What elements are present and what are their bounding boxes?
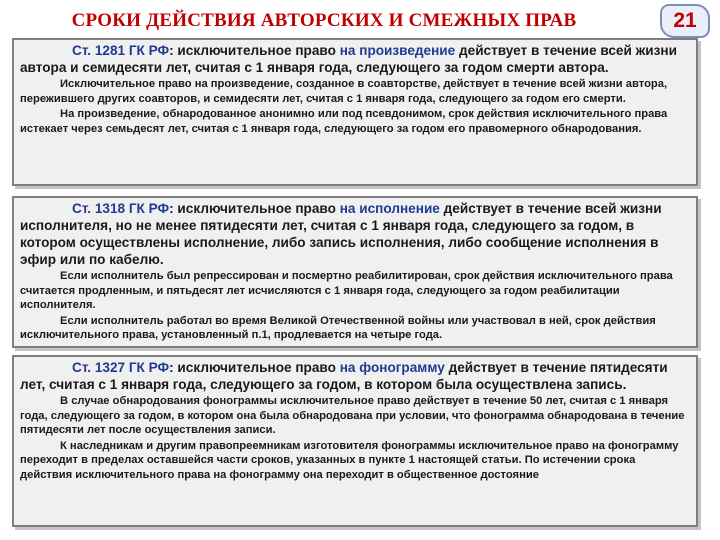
- article-1327-card: [12, 355, 698, 527]
- article-1327-lead-text: : исключительное право: [169, 360, 340, 375]
- article-1318-lead-rest: действует в течение всей жизни исполнителя, но не менее пятидесяти лет, считая с 1 января года, следующего за годом, в котором осуществлены исполнение, либо запись исполнения, либо сообщение исполнения в эфир или по кабелю.: [20, 201, 662, 267]
- article-1318-subject: на исполнение: [339, 201, 440, 216]
- article-1327-note-heirs: К наследникам и другим правопреемникам изготовителя фонограммы исключительное право на фонограмму переходит в пределах оставшейся части сроков, указанных в пункте 1 настоящей статьи. По истечении срока действия исключительного права на фонограмму она переходит в общественное достояние: [20, 439, 679, 481]
- page-number-badge: 21: [660, 4, 710, 38]
- article-1281-reference: Ст. 1281 ГК РФ: [72, 43, 170, 58]
- article-1318-card: [12, 196, 698, 348]
- article-1318-note-war: Если исполнитель работал во время Великой Отечественной войны или участвовал в ней, срок действия исключительного права, установленный п.1, продлевается на четыре года.: [20, 314, 656, 341]
- article-1281-lead-rest: действует в течение всей жизни автора и семидесяти лет, считая с 1 января года, следующего за годом смерти автора.: [20, 43, 677, 75]
- article-1318-note-rehabilitation: Если исполнитель был репрессирован и посмертно реабилитирован, срок действия исключительного права считается продленным, и пятьдесят лет исчисляются с 1 января года, следующего за годом реабилитации исполнителя.: [20, 270, 673, 311]
- article-1281-card: [12, 38, 698, 186]
- article-1281-lead: [20, 42, 690, 76]
- article-1318-reference: Ст. 1318 ГК РФ: [72, 201, 170, 216]
- article-1327-lead: [20, 359, 690, 393]
- article-1327-note-publication: В случае обнародования фонограммы исключительное право действует в течение 50 лет, считая с 1 января года, следующего за годом, в котором она была обнародована при условии, что фонограмма обнародована в течение пятидесяти лет после осуществления записи.: [20, 395, 685, 436]
- article-1281-note-anonymous: На произведение, обнародованное анонимно или под псевдонимом, срок действия исключительного права истекает через семьдесят лет, считая с 1 января года, следующего за годом его правомерного обнародования.: [20, 108, 668, 135]
- article-1318-lead-text: : исключительное право: [169, 201, 340, 216]
- article-1281-note-coauthorship: Исключительное право на произведение, созданное в соавторстве, действует в течение всей жизни автора, пережившего других соавторов, и семидесяти лет, считая с 1 января года, следующего за годом его смерти.: [20, 78, 668, 105]
- article-1318-lead: [20, 200, 690, 268]
- page-title: СРОКИ ДЕЙСТВИЯ АВТОРСКИХ И СМЕЖНЫХ ПРАВ: [71, 10, 577, 31]
- article-1281-subject: на произведение: [339, 43, 456, 58]
- article-1327-subject: на фонограмму: [339, 360, 445, 375]
- article-1281-lead-text: : исключительное право: [169, 43, 340, 58]
- article-1327-lead-rest: действует в течение пятидесяти лет, считая с 1 января года, следующего за годом, в котором была осуществлена запись.: [20, 360, 668, 392]
- article-1327-reference: Ст. 1327 ГК РФ: [72, 360, 170, 375]
